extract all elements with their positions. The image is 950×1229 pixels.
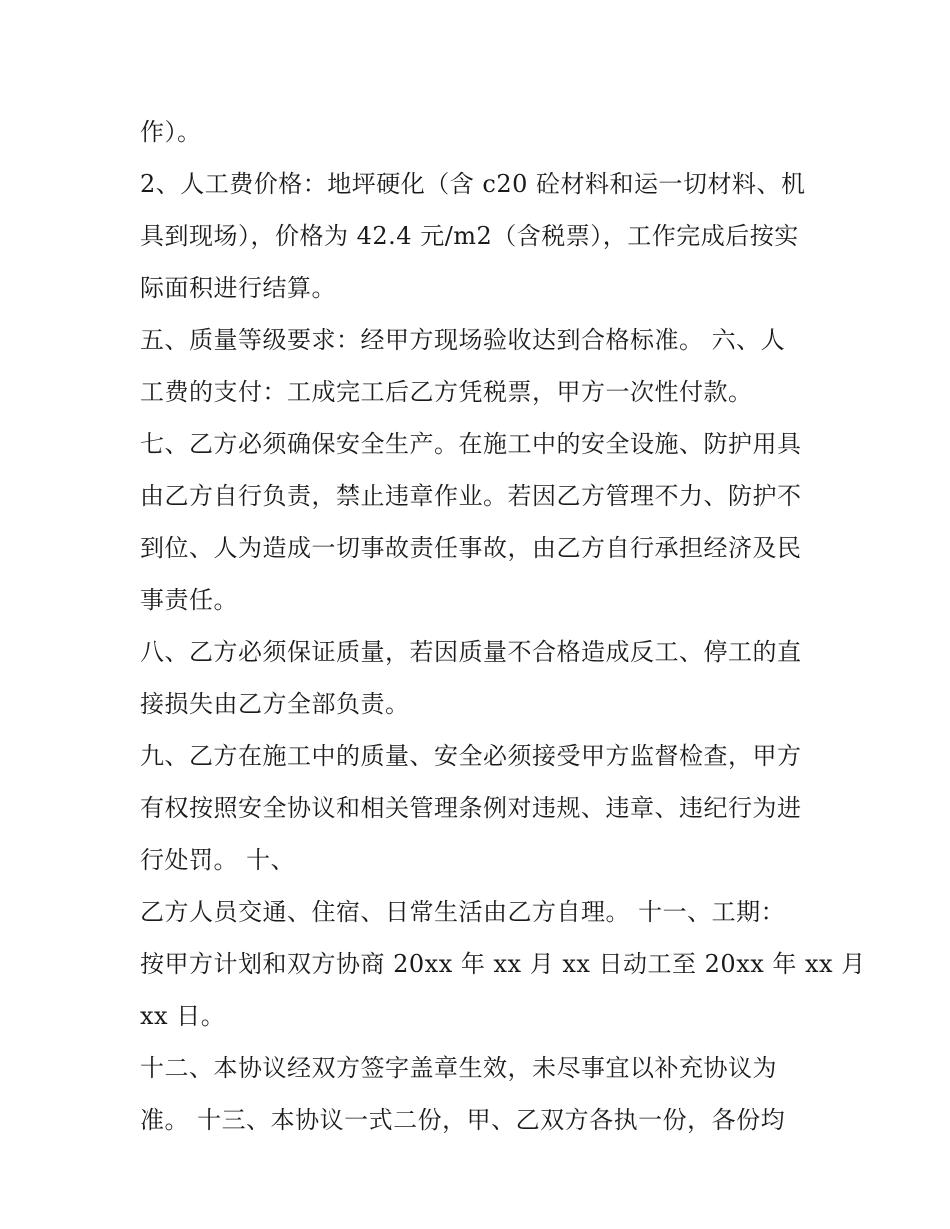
text-line: 具到现场），价格为 42.4 元/m2（含税票），工作完成后按实 <box>140 222 799 250</box>
text-line: 九、乙方在施工中的质量、安全必须接受甲方监督检查，甲方 <box>140 742 802 770</box>
text-line: 2、人工费价格：地坪硬化（含 c20 砼材料和运一切材料、机 <box>140 170 806 198</box>
text-line: 行处罚。 十、 <box>140 846 296 874</box>
text-line: 际面积进行结算。 <box>140 274 336 302</box>
text-line: 乙方人员交通、住宿、日常生活由乙方自理。 十一、工期： <box>140 898 786 926</box>
text-line: xx 日。 <box>140 1002 226 1030</box>
text-line: 工费的支付：工成完工后乙方凭税票，甲方一次性付款。 <box>140 378 753 406</box>
text-line: 到位、人为造成一切事故责任事故，由乙方自行承担经济及民 <box>140 534 802 562</box>
text-line: 接损失由乙方全部负责。 <box>140 690 410 718</box>
text-line: 有权按照安全协议和相关管理条例对违规、违章、违纪行为进 <box>140 794 802 822</box>
text-line: 事责任。 <box>140 586 238 614</box>
text-line: 七、乙方必须确保安全生产。在施工中的安全设施、防护用具 <box>140 430 802 458</box>
text-line: 五、质量等级要求：经甲方现场验收达到合格标准。 六、人 <box>140 326 786 354</box>
text-line: 八、乙方必须保证质量，若因质量不合格造成反工、停工的直 <box>140 638 802 666</box>
text-line: 十二、本协议经双方签字盖章生效，未尽事宜以补充协议为 <box>140 1054 777 1082</box>
document-body <box>140 106 866 1146</box>
text-line: 作）。 <box>140 118 202 146</box>
text-line: 准。 十三、本协议一式二份，甲、乙双方各执一份，各份均 <box>140 1106 786 1134</box>
text-line: 由乙方自行负责，禁止违章作业。若因乙方管理不力、防护不 <box>140 482 802 510</box>
text-line: 按甲方计划和双方协商 20xx 年 xx 月 xx 日动工至 20xx 年 xx 月 <box>140 950 866 978</box>
